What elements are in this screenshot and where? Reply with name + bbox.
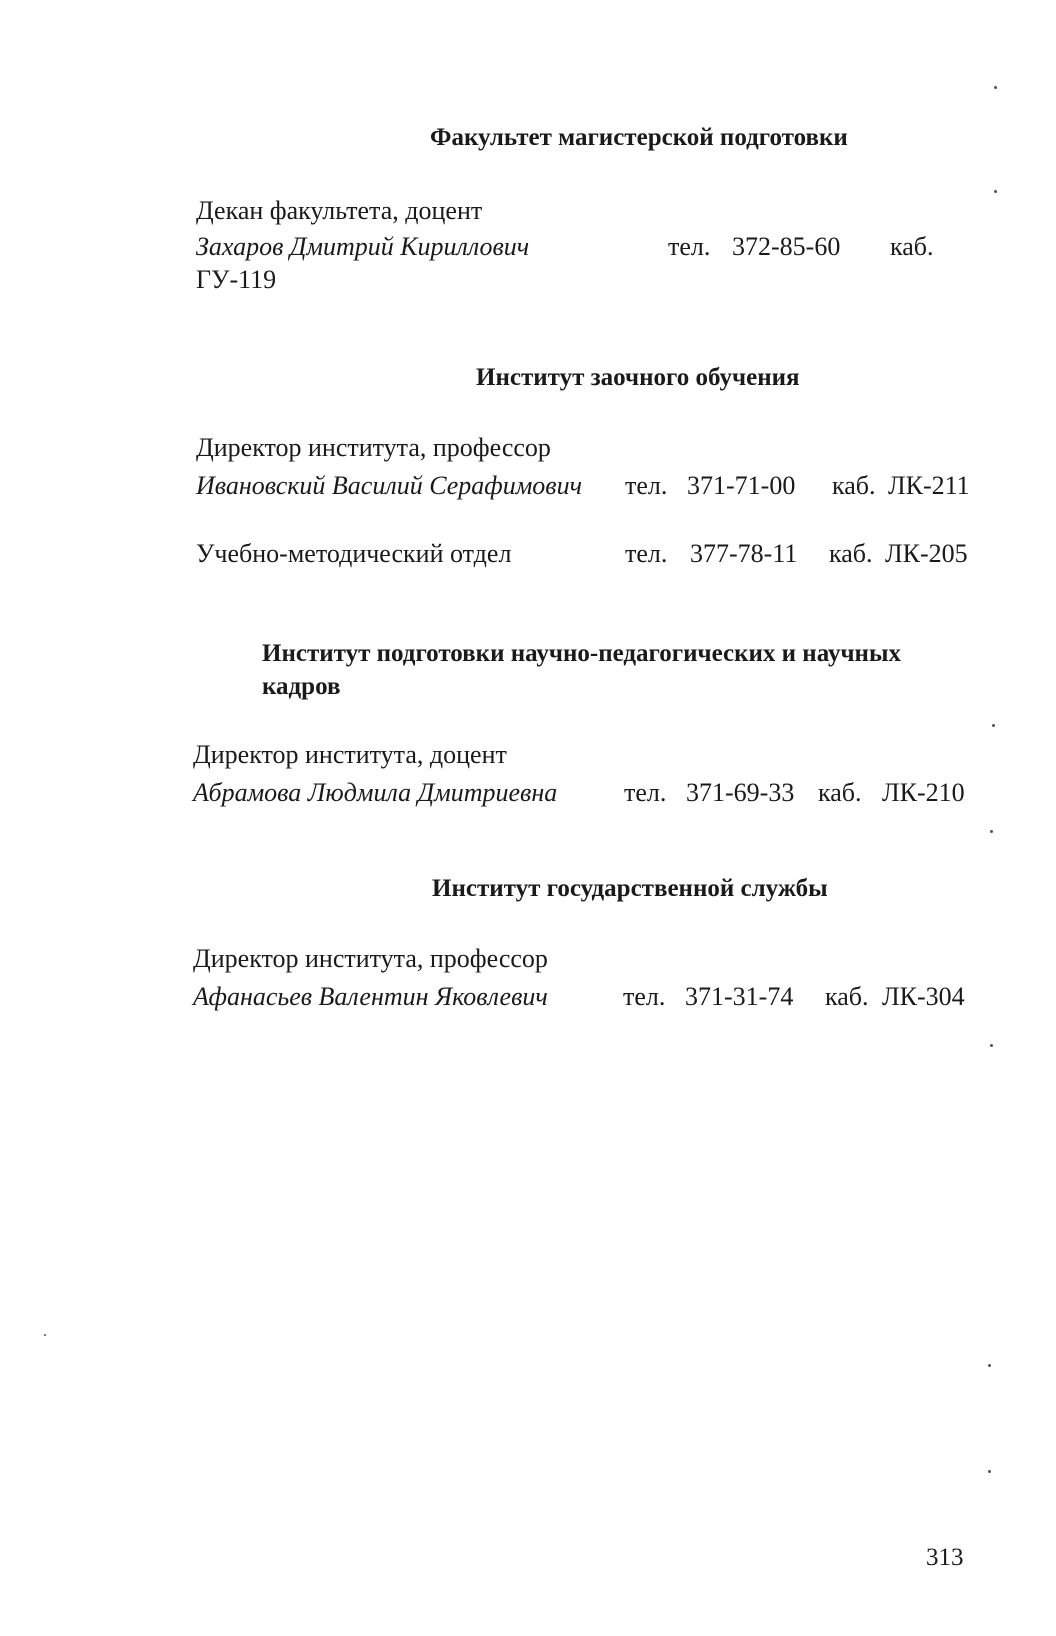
- director-name-civil-service: Афанасьев Валентин Яковлевич: [193, 982, 548, 1011]
- dept-room: ЛК-205: [885, 539, 968, 568]
- director-name-correspondence: Ивановский Василий Серафимович: [196, 471, 582, 500]
- director-role-correspondence: Директор института, профессор: [196, 433, 551, 462]
- section-heading-civil-service-institute: Институт государственной службы: [432, 875, 828, 902]
- dean-room: ГУ-119: [196, 265, 277, 294]
- director-role-civil-service: Директор института, профессор: [193, 944, 548, 973]
- dean-name: Захаров Дмитрий Кириллович: [196, 232, 530, 261]
- scan-speck: [990, 1044, 993, 1047]
- director-room-civil-service: ЛК-304: [882, 982, 965, 1011]
- director-tel-scientific: 371-69-33: [686, 778, 795, 807]
- dean-tel-label: тел.: [668, 232, 711, 261]
- dept-name: Учебно-методический отдел: [196, 539, 512, 568]
- scan-speck: [988, 1364, 991, 1367]
- dean-room-label: каб.: [890, 232, 934, 261]
- dept-tel: 377-78-11: [690, 539, 798, 568]
- director-room-label-scientific: каб.: [818, 778, 862, 807]
- dean-role: Декан факультета, доцент: [196, 196, 483, 225]
- director-room-label-civil-service: каб.: [825, 982, 869, 1011]
- director-tel-civil-service: 371-31-74: [685, 982, 794, 1011]
- scan-speck: [44, 1334, 46, 1336]
- director-tel-label-correspondence: тел.: [625, 471, 668, 500]
- director-room-correspondence: ЛК-211: [888, 471, 970, 500]
- scan-speck: [994, 190, 997, 193]
- page-number: 313: [926, 1544, 964, 1571]
- director-role-scientific: Директор института, доцент: [193, 740, 507, 769]
- section-heading-scientific-institute-line1: Институт подготовки научно-педагогических и научных: [262, 640, 901, 667]
- director-room-label-correspondence: каб.: [832, 471, 876, 500]
- scan-speck: [994, 86, 997, 89]
- scan-speck: [988, 1470, 991, 1473]
- director-tel-label-scientific: тел.: [624, 778, 667, 807]
- section-heading-correspondence-institute: Институт заочного обучения: [476, 364, 800, 391]
- scan-speck: [990, 830, 993, 833]
- scan-speck: [992, 724, 995, 727]
- director-name-scientific: Абрамова Людмила Дмитриевна: [193, 778, 558, 807]
- section-heading-masters-faculty: Факультет магистерской подготовки: [430, 124, 848, 151]
- section-heading-scientific-institute-line2: кадров: [262, 673, 341, 700]
- dept-room-label: каб.: [829, 539, 873, 568]
- director-tel-label-civil-service: тел.: [623, 982, 666, 1011]
- dean-tel: 372-85-60: [732, 232, 841, 261]
- director-room-scientific: ЛК-210: [882, 778, 965, 807]
- dept-tel-label: тел.: [625, 539, 668, 568]
- director-tel-correspondence: 371-71-00: [687, 471, 796, 500]
